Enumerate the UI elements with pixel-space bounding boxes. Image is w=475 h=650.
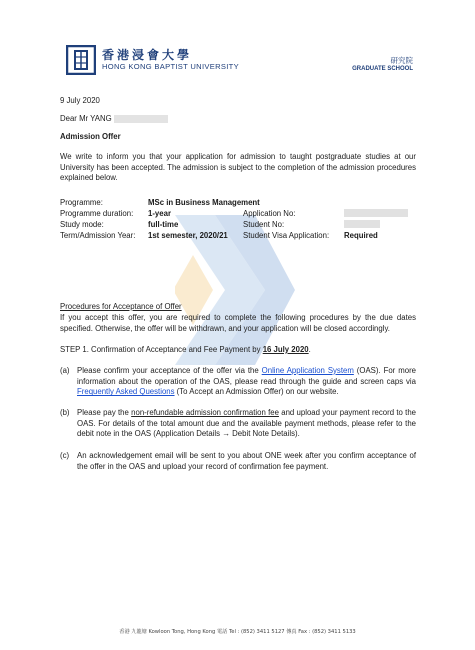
duration-label: Programme duration: — [60, 209, 134, 218]
university-name-chinese: 香港浸會大學 — [102, 48, 193, 62]
study-mode-value: full-time — [148, 220, 179, 229]
university-logo-icon — [66, 45, 96, 75]
redacted-name — [114, 115, 168, 123]
graduate-school-chinese: 研究院 — [390, 56, 413, 65]
step1-suffix: . — [308, 345, 311, 354]
item-b-fee-underline: non-refundable admission confirmation fee — [131, 408, 279, 417]
programme-label: Programme: — [60, 198, 103, 207]
redacted-application-no — [344, 209, 408, 217]
procedures-paragraph: If you accept this offer, you are required to complete the following procedures by the due dates specified. Otherwise, the offer will be withdrawn, and your application will be closed accordingly. — [60, 313, 416, 333]
application-no-label: Application No: — [243, 209, 296, 218]
student-no-label: Student No: — [243, 220, 285, 229]
graduate-school-english: GRADUATE SCHOOL — [352, 66, 413, 72]
item-a-label: (a) — [60, 366, 70, 375]
item-c-body: An acknowledgement email will be sent to you about ONE week after you confirm acceptance of the offer in the OAS and upload your record of confirmation fee payment. — [77, 451, 416, 471]
step1-prefix: STEP 1. Confirmation of Acceptance and Fee Payment by — [60, 345, 263, 354]
item-c-label: (c) — [60, 451, 70, 460]
term-label: Term/Admission Year: — [60, 231, 136, 240]
item-a-text-2: (OAS). For more information about the operation of the OAS, please read through the guide and screen caps via — [77, 366, 416, 386]
step1-due-date: 16 July 2020 — [262, 345, 309, 354]
item-a-text-1: Please confirm your acceptance of the offer via the — [77, 366, 262, 375]
visa-value: Required — [344, 231, 378, 240]
item-b-label: (b) — [60, 408, 70, 417]
salutation-row — [60, 114, 168, 125]
letter-footer: 香港 九龍塘 Kowloon Tong, Hong Kong 電話 Tel : (852) 3411 5127 傳真 Fax : (852) 3411 5133 — [119, 629, 356, 635]
item-a-body — [77, 366, 416, 398]
redacted-student-no — [344, 220, 380, 228]
procedures-heading: Procedures for Acceptance of Offer — [60, 302, 182, 311]
duration-value: 1-year — [148, 209, 171, 218]
letter-subject: Admission Offer — [60, 132, 121, 141]
online-application-system-link[interactable]: Online Application System — [261, 366, 354, 375]
programme-value: MSc in Business Management — [148, 198, 260, 207]
study-mode-label: Study mode: — [60, 220, 104, 229]
faq-link[interactable]: Frequently Asked Questions — [77, 387, 175, 397]
visa-label: Student Visa Application: — [243, 231, 330, 240]
item-b-body — [77, 408, 416, 440]
letter-date: 9 July 2020 — [60, 96, 100, 105]
item-a-text-3: (To Accept an Admission Offer) on our website. — [174, 387, 339, 397]
item-b-text-1: Please pay the — [77, 408, 132, 417]
intro-paragraph: We write to inform you that your application for admission to taught postgraduate studies at our University has been accepted. The admission is subject to the completion of the admission procedures explained below. — [60, 152, 416, 183]
university-name-english: HONG KONG BAPTIST UNIVERSITY — [102, 62, 239, 71]
item-b-text-2: and upload your payment record to the OAS. For details of the total amount due and the available payment methods, please refer to the debit note in the OAS (Application Details → Debit Note Details). — [77, 408, 416, 439]
step1-line — [60, 345, 311, 356]
salutation: Dear Mr YANG — [60, 114, 112, 123]
term-value: 1st semester, 2020/21 — [148, 231, 228, 240]
